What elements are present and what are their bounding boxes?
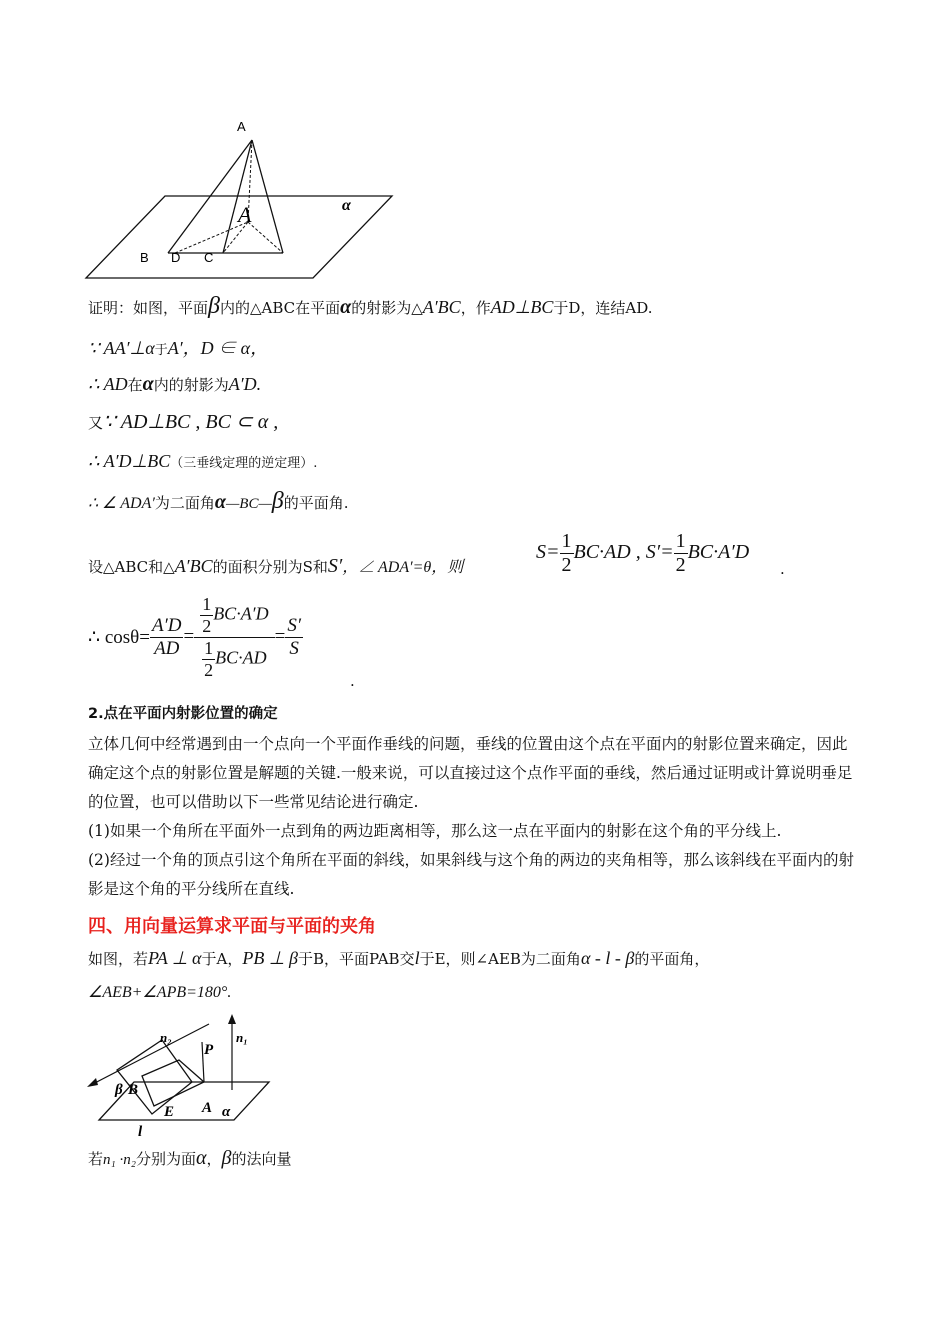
line-aprime-corner bbox=[248, 222, 283, 253]
arrow-n2 bbox=[87, 1078, 98, 1087]
label-d: D bbox=[171, 250, 181, 265]
label-b: B bbox=[128, 1082, 139, 1098]
proof-line-3: ∴ AD在α内的射影为A′D. bbox=[88, 373, 262, 395]
label-n2: n₂ bbox=[160, 1030, 172, 1045]
label-n1: n₁ bbox=[236, 1030, 248, 1045]
label-p: P bbox=[204, 1042, 214, 1058]
cos-formula-dot: . bbox=[350, 672, 355, 690]
label-alpha: α bbox=[222, 1104, 231, 1120]
fraction-areas: $\frac{S'}{S}$ bbox=[287, 614, 301, 659]
section-2-paragraph-2: (1)如果一个角所在平面外一点到角的两边距离相等，那么这一点在平面内的射影在这个角的平分线上. bbox=[88, 822, 782, 840]
plane-beta bbox=[117, 1040, 192, 1114]
fraction-half-1: $\frac{1}{2}$ bbox=[561, 530, 572, 576]
section-2-title: 2.点在平面内射影位置的确定 bbox=[88, 706, 278, 722]
proof-line-1: 证明：如图，平面β内的△ABC在平面α的射影为△A′BC，作AD⊥BC于D，连结AD. bbox=[88, 293, 653, 319]
label-a: A bbox=[202, 1100, 213, 1116]
dihedral-angle-figure bbox=[84, 1010, 284, 1140]
label-a: A bbox=[237, 119, 246, 134]
label-beta: β bbox=[115, 1082, 123, 1098]
section-4-title: 四、用向量运算求平面与平面的夹角 bbox=[88, 916, 376, 937]
proof-line-4: 又∵ AD⊥BC , BC ⊂ α , bbox=[88, 411, 279, 433]
label-a-prime: A bbox=[238, 202, 252, 227]
label-l: l bbox=[138, 1124, 143, 1140]
label-c: C bbox=[204, 250, 214, 265]
proof-line-6: ∴ ∠ ADA′为二面角α—BC—β的平面角. bbox=[88, 488, 349, 514]
arrow-n1 bbox=[228, 1014, 236, 1024]
label-b: B bbox=[140, 250, 149, 265]
section-2-paragraph-1: 立体几何中经常遇到由一个点向一个平面作垂线的问题，垂线的位置由这个点在平面内的射影位置来确定，因此确定这个点的射影位置是解题的关键.一般来说，可以直接过这个点作平面的垂线，然后通过证明或计算说明垂足的位置，也可以借助以下一些常见结论进行确定. bbox=[88, 735, 853, 811]
quad-pabe bbox=[142, 1060, 204, 1106]
label-alpha: α bbox=[342, 197, 351, 214]
section-4-line-2: ∠AEB+∠APB=180°. bbox=[88, 984, 232, 1001]
section-4-line-1: 如图，若PA ⊥ α于A，PB ⊥ β于B，平面PAB交l于E，则∠AEB为二面角α - l - β的平面角， bbox=[88, 948, 710, 968]
section-4-line-3: 若n₁ ·n₂分别为面α，β的法向量 bbox=[88, 1147, 292, 1169]
pyramid-projection-figure bbox=[80, 112, 400, 287]
area-formula: S= $\frac{1}{2}$ BC·AD , S′= $\frac{1}{2}$ BC·A′D bbox=[536, 530, 750, 576]
normal-n2 bbox=[89, 1024, 209, 1086]
label-e: E bbox=[164, 1104, 175, 1120]
fraction-half-2: $\frac{1}{2}$ bbox=[675, 530, 686, 576]
fraction-ratio: $\frac{A'D}{AD}$ bbox=[151, 614, 182, 659]
area-formula-dot: . bbox=[780, 560, 785, 578]
proof-line-5: ∴ A′D⊥BC（三垂线定理的逆定理）. bbox=[88, 451, 318, 471]
section-2-paragraph-3: (2)经过一个角的顶点引这个角所在平面的斜线，如果斜线与这个角的两边的夹角相等，那么该斜线在平面内的射影是这个角的平分线所在直线. bbox=[88, 851, 854, 898]
fraction-compound: $\frac{1}{2}$ BC·A′D $\frac{1}{2}$ BC·AD bbox=[194, 594, 274, 681]
cos-formula: ∴ cosθ= $\frac{A'D}{AD}$ = $\frac{1}{2}$ BC·A′D $\frac{1}{2}$ BC·AD = $\frac{S'}{S}$ bbox=[88, 593, 301, 680]
proof-line-7: 设△ABC和△A′BC的面积分别为S和S′，∠ ADA′=θ，则 bbox=[88, 555, 464, 577]
proof-line-2: ∵ AA′⊥α于A′，D ∈ α， bbox=[88, 338, 269, 358]
